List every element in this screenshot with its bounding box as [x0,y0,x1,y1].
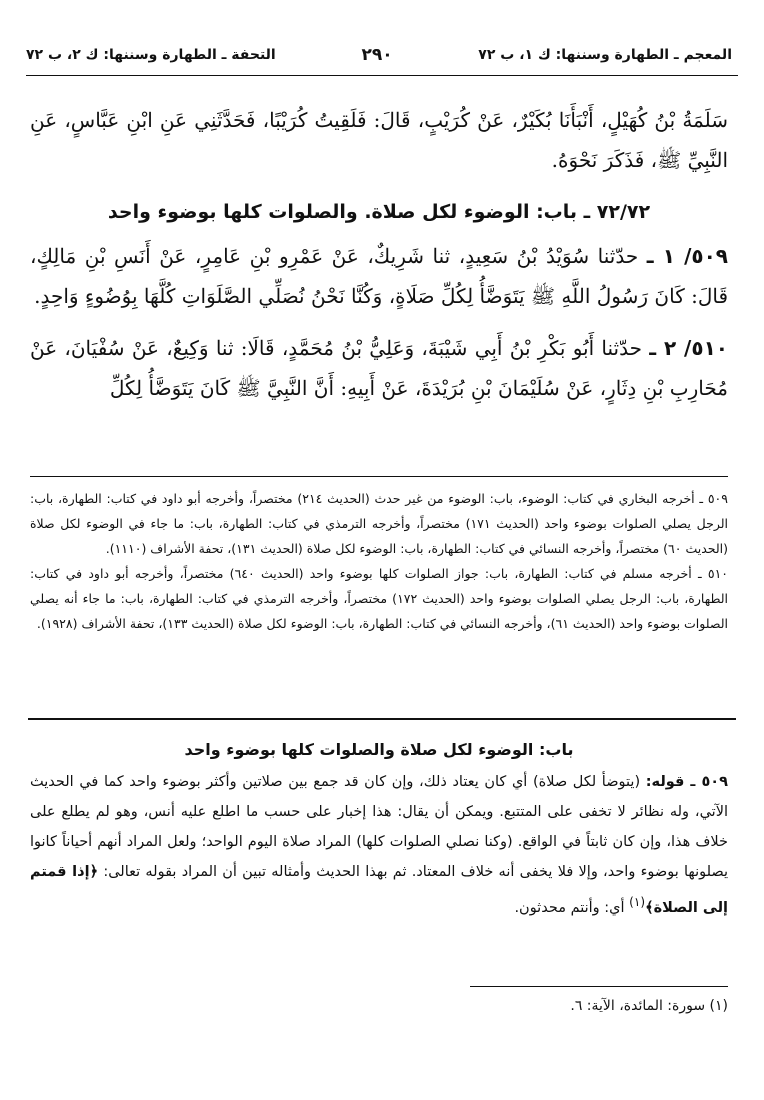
running-header [26,40,732,70]
section-divider [28,718,736,720]
footnote-510: ٥١٠ ـ أخرجه مسلم في كتاب: الطهارة، باب: جواز الصلوات كلها بوضوء واحد (الحديث ٦٤٠) مختصراً، وأخرجه أبو داود في كتاب: الطهارة، باب: الرجل يصلي الصلوات بوضوء واحد (الحديث ١٧٢) مختصراً، وأخرجه الترمذي في كتاب: الطهارة، باب: ما جاء أنه يصلي الصلوات بوضوء واحد (الحديث ٦١)، وأخرجه النسائي في كتاب: الطهارة، باب: الوضوء لكل صلاة (الحديث ١٣٣)، تحفة الأشراف (١٩٢٨). [30,566,729,631]
intro-paragraph: سَلَمَةُ بْنُ كُهَيْلٍ، أَنْبَأَنَا بُكَيْرٌ، عَنْ كُرَيْبٍ، قَالَ: فَلَقِيتُ كُرَيْبًا، فَحَدَّثَنِي عَنِ ابْنِ عَبَّاسٍ، عَنِ النَّبِيِّ ﷺ، فَذَكَرَ نَحْوَهُ. [30,108,728,172]
commentary-paragraph [30,767,728,923]
commentary-title: باب: الوضوء لكل صلاة والصلوات كلها بوضوء واحد [184,740,574,759]
footnote-509: ٥٠٩ ـ أخرجه البخاري في كتاب: الوضوء، باب: الوضوء من غير حدث (الحديث ٢١٤) مختصراً، وأخرجه أبو داود في كتاب: الطهارة، باب: الرجل يصلي الصلوات بوضوء واحد (الحديث ١٧١) مختصراً، وأخرجه الترمذي في كتاب: الطهارة، باب: ما جاء في الوضوء لكل صلاة (الحديث ٦٠) مختصراً، وأخرجه النسائي في كتاب: الطهارة، باب: الوضوء لكل صلاة (الحديث ١٣١)، تحفة الأشراف (١١١٠). [30,491,729,556]
header-left: التحفة ـ الطهارة وسننها: ك ٢، ب ٧٢ [26,47,276,63]
hadith-510 [30,328,728,408]
footnote-marker: (١) [629,895,646,909]
commentary-text: (يتوضأ لكل صلاة) أي كان يعتاد ذلك، وإن كان قد جمع بين صلاتين وأكثر بوضوء واحد كما في الحديث الآتي، وله نظائر لا تخفى على المتتبع. ويمكن أن يقال: هذا إخبار على حسب ما اطلع عليه أنس، وهو لم يطلع على خلاف هذا، وإن كان ثابتاً في الواقع. (وكنا نصلي الصلوات كلها) المراد صلاة اليوم الواحد؛ ولعل المراد أنهم أحياناً كانوا يصلونها بوضوء واحد، وإلا فلا يخفى أنه خلاف المعتاد. ثم بهذا الحديث وأمثاله تبين أن المراد بقوله تعالى: [30,774,729,880]
hadith-510-text: حدّثنا أَبُو بَكْرِ بْنُ أَبِي شَيْبَةَ، وَعَلِيُّ بْنُ مُحَمَّدٍ، قَالَا: ثنا وَكِيعٌ، عَنْ سُفْيَانَ، عَنْ مُحَارِبِ بْنِ دِثَارٍ، عَنْ سُلَيْمَانَ بْنِ بُرَيْدَةَ، عَنْ أَبِيهِ: أَنَّ النَّبِيَّ ﷺ كَانَ يَتَوَضَّأُ لِكُلِّ [30,336,728,400]
commentary-lead: ٥٠٩ ـ قوله: [645,774,728,790]
commentary-ending: أي: وأنتم محدثون. [514,899,625,916]
hadith-510-number: ٥١٠/ ٢ ـ [649,336,728,360]
bottom-note: (١) سورة: المائدة، الآية: ٦. [570,998,728,1014]
main-text [30,100,728,420]
page-number: ٢٩٠ [361,45,393,65]
hadith-509 [30,236,728,316]
quran-quote: ﴿إذا قمتم إلى الصلاة﴾ [30,864,728,916]
footnote-divider [30,476,728,477]
header-divider [26,75,738,76]
commentary [30,735,728,923]
hadith-509-number: ٥٠٩/ ١ ـ [646,244,728,268]
note-divider [470,986,728,987]
hadith-509-text: حدّثنا سُوَيْدُ بْنُ سَعِيدٍ، ثنا شَرِيكٌ، عَنْ عَمْرِو بْنِ عَامِرٍ، عَنْ أَنَسِ بْنِ مَالِكٍ، قَالَ: كَانَ رَسُولُ اللَّهِ ﷺ يَتَوَضَّأُ لِكُلِّ صَلَاةٍ، وَكُنَّا نَحْنُ نُصَلِّي الصَّلَوَاتِ كُلَّهَا بِوُضُوءٍ وَاحِدٍ. [30,244,728,308]
chapter-title: ٧٢/٧٢ ـ باب: الوضوء لكل صلاة. والصلوات كلها بوضوء واحد [107,201,651,223]
header-right: المعجم ـ الطهارة وسننها: ك ١، ب ٧٢ [478,47,732,63]
footnotes [30,486,728,636]
